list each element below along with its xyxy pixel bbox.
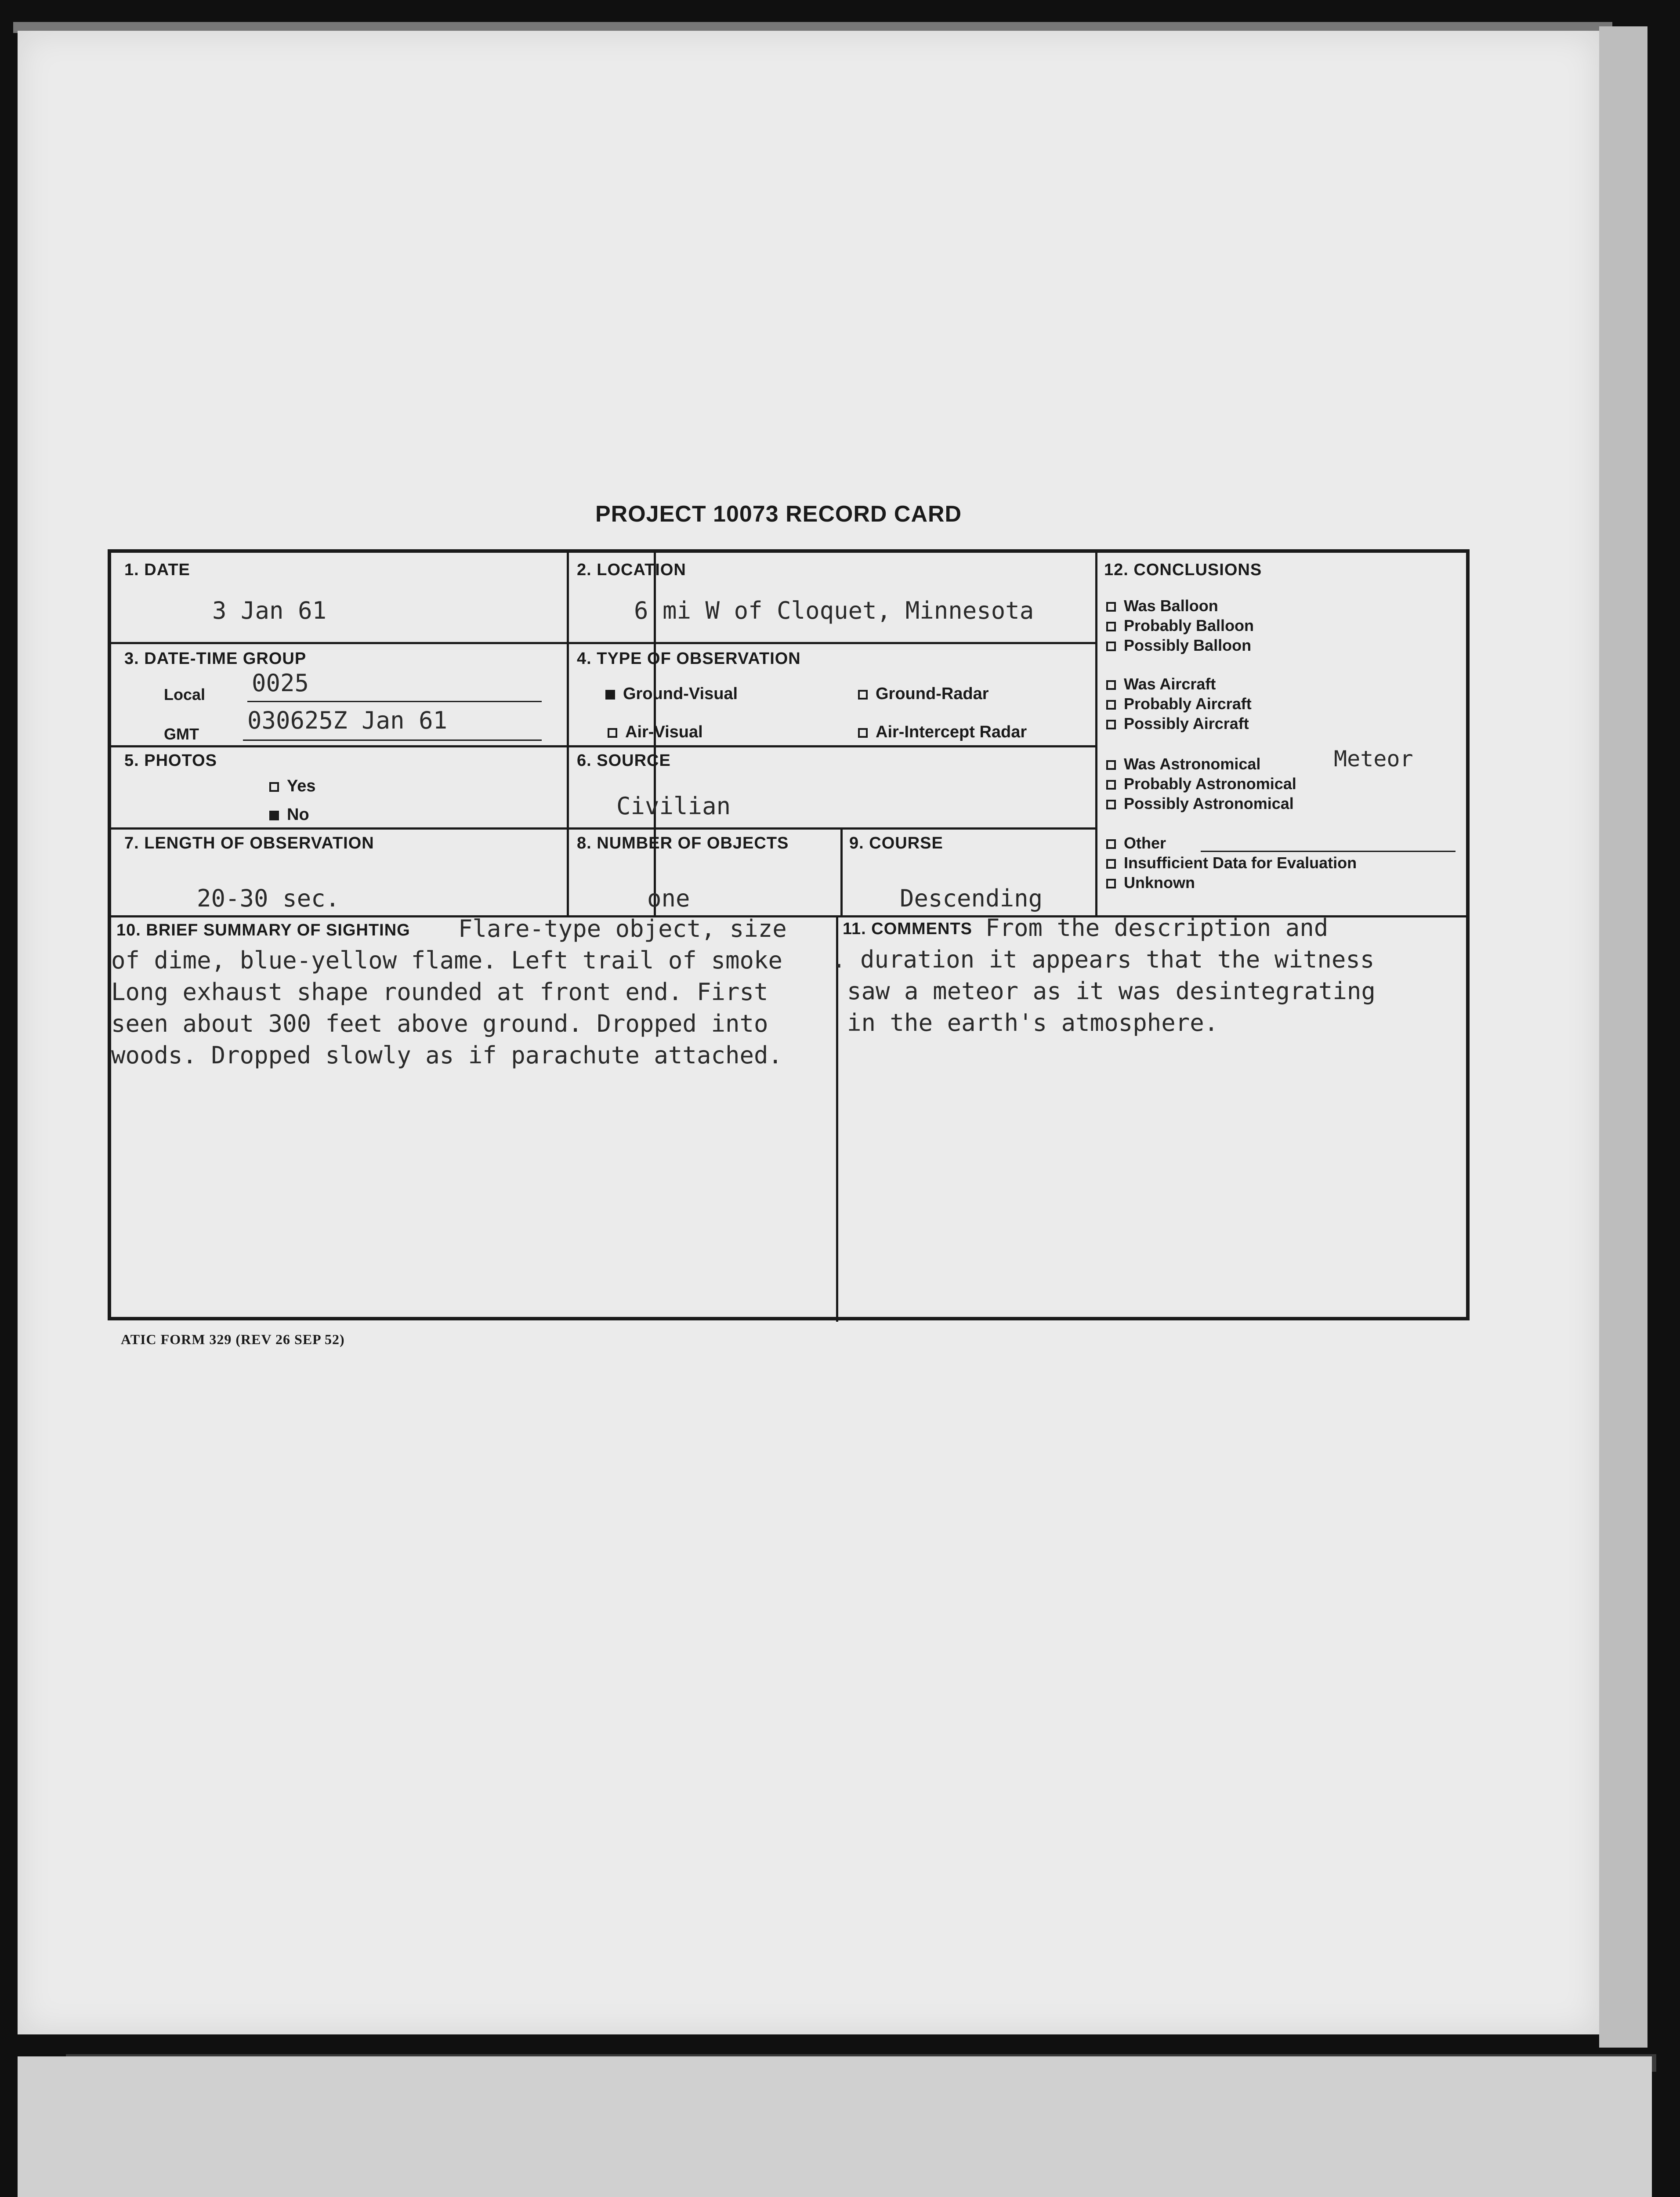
conclusion-probably-balloon[interactable]: Probably Balloon — [1106, 616, 1254, 635]
location-value: 6 mi W of Cloquet, Minnesota — [634, 597, 1034, 624]
conclusion-insufficient-data[interactable]: Insufficient Data for Evaluation — [1106, 854, 1357, 872]
record-card-form — [108, 549, 1470, 1320]
photos-label: 5. PHOTOS — [124, 751, 217, 770]
conclusion-possibly-aircraft[interactable]: Possibly Aircraft — [1106, 714, 1249, 733]
option-photos-no[interactable]: No — [269, 805, 309, 824]
conclusion-probably-aircraft[interactable]: Probably Aircraft — [1106, 695, 1252, 713]
checkbox-was-aircraft[interactable] — [1106, 680, 1116, 690]
checkbox-possibly-aircraft[interactable] — [1106, 720, 1116, 729]
checkbox-insufficient-data[interactable] — [1106, 859, 1116, 869]
conclusion-possibly-balloon[interactable]: Possibly Balloon — [1106, 636, 1251, 655]
checkbox-ground-radar[interactable] — [858, 690, 868, 700]
date-value: 3 Jan 61 — [212, 597, 327, 624]
checkbox-probably-balloon[interactable] — [1106, 622, 1116, 631]
summary-label: 10. BRIEF SUMMARY OF SIGHTING — [116, 921, 410, 939]
conclusion-probably-astronomical[interactable]: Probably Astronomical — [1106, 775, 1296, 793]
option-air-intercept-radar[interactable]: Air-Intercept Radar — [858, 723, 1027, 742]
divider-col3 — [840, 830, 843, 915]
dtg-label: 3. DATE-TIME GROUP — [124, 649, 307, 668]
observation-type-label: 4. TYPE OF OBSERVATION — [577, 649, 801, 668]
checkbox-unknown[interactable] — [1106, 879, 1116, 888]
dtg-local-line — [247, 701, 542, 702]
checkbox-was-balloon[interactable] — [1106, 602, 1116, 612]
conclusion-was-balloon[interactable]: Was Balloon — [1106, 597, 1218, 615]
objects-label: 8. NUMBER OF OBJECTS — [577, 834, 789, 852]
checkbox-air-intercept-radar[interactable] — [858, 728, 868, 738]
checkbox-probably-astronomical[interactable] — [1106, 780, 1116, 790]
checkbox-other[interactable] — [1106, 839, 1116, 849]
form-number: ATIC FORM 329 (REV 26 SEP 52) — [121, 1331, 345, 1347]
source-value: Civilian — [616, 792, 731, 820]
checkbox-possibly-astronomical[interactable] — [1106, 800, 1116, 809]
option-photos-yes[interactable]: Yes — [269, 777, 316, 796]
conclusion-other[interactable]: Other — [1106, 834, 1166, 852]
divider-row3 — [111, 827, 1095, 830]
checkbox-probably-aircraft[interactable] — [1106, 700, 1116, 710]
film-edge-right — [1599, 26, 1647, 2048]
conclusions-label: 12. CONCLUSIONS — [1104, 561, 1262, 579]
dtg-local-label: Local — [164, 685, 206, 703]
objects-value: one — [647, 885, 690, 912]
dtg-gmt-line — [243, 740, 542, 741]
comments-line-4: in the earth's atmosphere. — [847, 1009, 1219, 1037]
dtg-local-value: 0025 — [252, 669, 309, 697]
option-ground-radar[interactable]: Ground-Radar — [858, 685, 989, 703]
divider-col4 — [1095, 553, 1097, 915]
conclusion-was-aircraft[interactable]: Was Aircraft — [1106, 675, 1216, 693]
date-label: 1. DATE — [124, 561, 190, 579]
conclusion-possibly-astronomical[interactable]: Possibly Astronomical — [1106, 794, 1294, 813]
conclusion-was-astronomical[interactable]: Was Astronomical — [1106, 755, 1260, 773]
checkbox-was-astronomical[interactable] — [1106, 760, 1116, 770]
comments-line-1: From the description and — [985, 914, 1329, 942]
divider-summary-comments — [836, 915, 838, 1322]
checkbox-ground-visual[interactable] — [605, 690, 615, 700]
option-ground-visual[interactable]: Ground-Visual — [605, 685, 738, 703]
card-title: PROJECT 10073 RECORD CARD — [595, 501, 962, 527]
conclusion-other-line — [1201, 851, 1456, 852]
summary-line-3: Long exhaust shape rounded at front end. First — [111, 978, 768, 1006]
length-label: 7. LENGTH OF OBSERVATION — [124, 834, 374, 852]
course-value: Descending — [900, 885, 1043, 912]
dtg-gmt-value: 030625Z Jan 61 — [247, 707, 448, 734]
checkbox-possibly-balloon[interactable] — [1106, 642, 1116, 651]
comments-line-2: . duration it appears that the witness — [832, 946, 1375, 973]
summary-line-5: woods. Dropped slowly as if parachute attached. — [111, 1041, 783, 1069]
comments-label: 11. COMMENTS — [843, 920, 972, 938]
course-label: 9. COURSE — [849, 834, 943, 852]
summary-line-2: of dime, blue-yellow flame. Left trail of smoke — [111, 946, 783, 974]
conclusion-unknown[interactable]: Unknown — [1106, 874, 1195, 892]
summary-line-1: Flare-type object, size — [458, 915, 787, 943]
source-label: 6. SOURCE — [577, 751, 671, 770]
summary-line-4: seen about 300 feet above ground. Dropped into — [111, 1010, 768, 1037]
checkbox-photos-no[interactable] — [269, 811, 279, 820]
conclusion-handwritten-note: Meteor — [1334, 746, 1413, 772]
comments-line-3: saw a meteor as it was desintegrating — [847, 977, 1376, 1005]
dtg-gmt-label: GMT — [164, 725, 199, 743]
checkbox-photos-yes[interactable] — [269, 782, 279, 792]
option-air-visual[interactable]: Air-Visual — [608, 723, 703, 742]
divider-col1 — [567, 553, 569, 915]
length-value: 20-30 sec. — [197, 885, 340, 912]
checkbox-air-visual[interactable] — [608, 728, 617, 738]
next-frame-edge — [18, 2056, 1652, 2197]
divider-row2 — [111, 745, 1095, 747]
divider-row1 — [111, 642, 1095, 644]
location-label: 2. LOCATION — [577, 561, 686, 579]
